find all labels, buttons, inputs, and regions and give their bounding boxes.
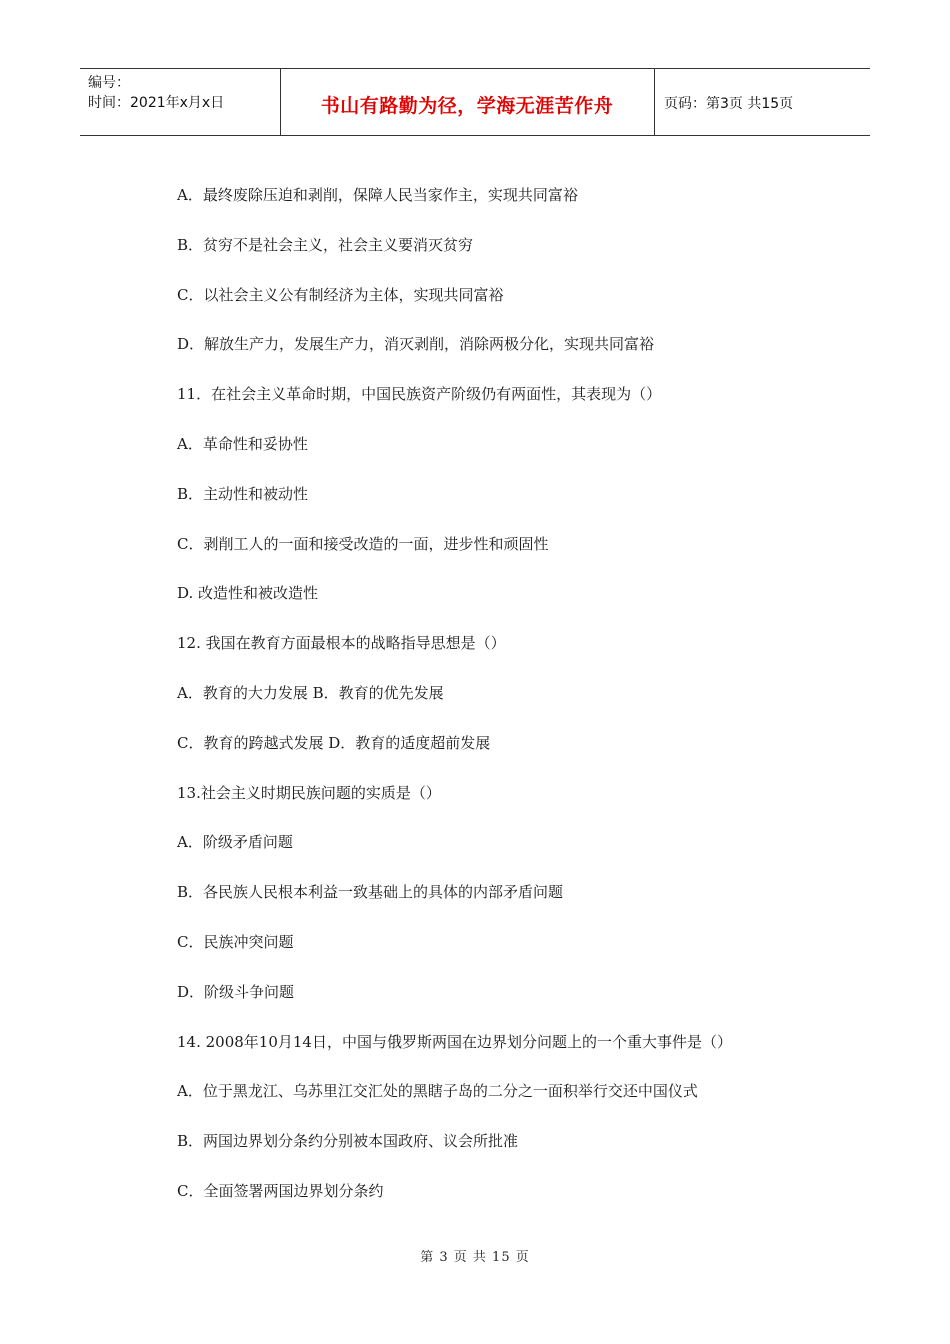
option-line: A．最终废除压迫和剥削，保障人民当家作主，实现共同富裕 xyxy=(177,186,578,204)
header-meta xyxy=(88,73,224,113)
option-line: B．各民族人民根本利益一致基础上的具体的内部矛盾问题 xyxy=(177,883,564,902)
document-body xyxy=(177,180,877,1226)
option-line: C．剥削工人的一面和接受改造的一面，进步性和顽固性 xyxy=(177,534,549,553)
page-footer: 第 3 页 共 15 页 xyxy=(420,1250,530,1265)
option-line: B．两国边界划分条约分别被本国政府、议会所批准 xyxy=(177,1132,519,1151)
header-page-info: 页码：第3页 共15页 xyxy=(664,96,794,112)
option-line: C．教育的跨越式发展 D．教育的适度超前发展 xyxy=(177,733,491,752)
question-line: 13.社会主义时期民族问题的实质是（） xyxy=(177,783,441,802)
option-line: D．阶级斗争问题 xyxy=(177,982,295,1001)
option-line: B．主动性和被动性 xyxy=(177,484,309,503)
serial-label: 编号： xyxy=(88,75,130,91)
option-line: C．全面签署两国边界划分条约 xyxy=(177,1181,384,1200)
option-line: A．位于黑龙江、乌苏里江交汇处的黑瞎子岛的二分之一面积举行交还中国仪式 xyxy=(177,1082,698,1101)
option-line: C．以社会主义公有制经济为主体，实现共同富裕 xyxy=(177,285,504,304)
option-line: A．阶级矛盾问题 xyxy=(177,833,293,852)
option-line: B．贫穷不是社会主义，社会主义要消灭贫穷 xyxy=(177,235,474,254)
option-line: C．民族冲突问题 xyxy=(177,932,294,951)
page-header xyxy=(80,68,870,136)
question-line: 11．在社会主义革命时期，中国民族资产阶级仍有两面性，其表现为（） xyxy=(177,385,662,404)
question-line: 14. 2008年10月14日，中国与俄罗斯两国在边界划分问题上的一个重大事件是（） xyxy=(177,1032,732,1051)
option-line: A．革命性和妥协性 xyxy=(177,434,308,453)
header-motto: 书山有路勤为径，学海无涯苦作舟 xyxy=(320,95,614,117)
header-divider xyxy=(654,69,655,135)
option-line: D. 改造性和被改造性 xyxy=(177,584,319,603)
option-line: D．解放生产力，发展生产力，消灭剥削，消除两极分化，实现共同富裕 xyxy=(177,335,655,354)
option-line: A．教育的大力发展 B．教育的优先发展 xyxy=(177,683,444,702)
time-label: 时间：2021年x月x日 xyxy=(88,95,225,111)
question-line: 12. 我国在教育方面最根本的战略指导思想是（） xyxy=(177,634,506,653)
